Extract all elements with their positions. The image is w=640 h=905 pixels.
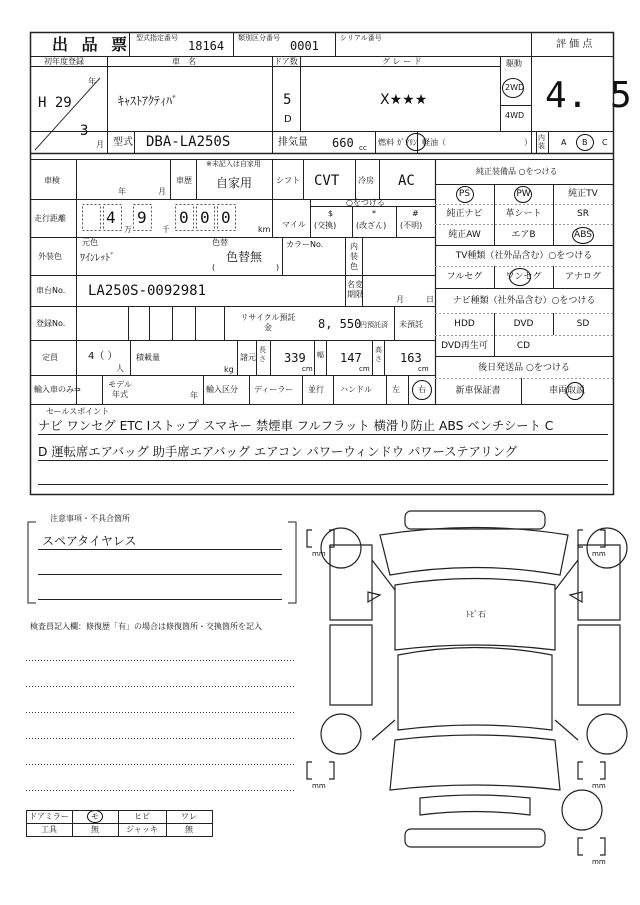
interior-a: A [561,138,567,147]
repaint-value: 色替無 [226,250,263,264]
form-title: 出 品 票 [52,35,132,54]
displacement-unit: cc [359,144,367,152]
unknown-1: # [412,209,419,218]
import-label: 輸入車のみ⇒ [34,385,81,394]
notes-text: スペアタイヤレス [42,534,137,548]
repaint-label: 色替 [212,238,228,247]
name-change-month: 月 [396,295,404,304]
mileage-unit-man: 万 [124,225,132,234]
circle-hint: ○をつける [346,198,385,207]
ac-label: 冷房 [358,176,374,185]
mm-label-spare: mm [592,858,606,866]
ac-value: AC [398,173,415,189]
acc-crack: ヒビ [134,812,150,821]
height-label: 高さ [375,346,382,363]
load-unit: kg [224,365,234,374]
sales-label: セールスポイント [46,407,110,416]
fuel-diesel: 軽油（ [422,138,446,147]
shift-value: CVT [314,173,340,189]
exchange-2: (交換) [314,221,337,230]
navi-sd: SD [576,319,590,329]
first-reg-era: H 29 [38,95,72,111]
first-reg-label: 初年度登録 [44,57,84,66]
altered-2: (改ざん) [356,221,387,230]
capacity-value: 4（ ） [88,351,118,362]
later-manual-circle [566,382,584,400]
mileage-unit-sen: 千 [162,225,170,234]
mileage-digit-2: 9 [137,208,147,227]
repaint-paren-open: ( [212,263,216,272]
mm-label-rl: mm [312,782,326,790]
recycle-amount: 8, 550 [318,317,362,331]
navi-hdd: HDD [454,319,475,329]
recycle-unpaid: 未預託 [399,320,423,329]
tv-title: TV種類（社外品含む）○をつける [455,251,593,261]
year-unit: 年 [88,77,96,86]
capacity-label: 定員 [42,353,58,362]
model-code-label: 型式指定番号 [136,34,178,42]
rating-value: 4. 5 [545,75,632,116]
later-warranty: 新車保証書 [455,386,501,396]
interior-c: C [602,138,608,147]
tv-oneseg: ワンセグ [505,272,542,282]
mileage-label: 走行距離 [34,214,66,223]
mm-label-fl: mm [312,550,326,558]
fuel-gasoline: ｶﾞｿﾘﾝ [397,138,417,147]
capacity-unit: 人 [116,364,124,373]
handle-circle [412,380,432,400]
acc-tools: 工具 [41,825,57,834]
player-label: DVD再生可 [441,341,488,351]
acc-mo: モ [91,812,99,821]
acc-mirror: ドアミラー [29,812,69,821]
mileage-digit-1: 4 [106,208,116,227]
doors-value: 5 [283,92,292,108]
grade-value: X★★★ [380,92,428,108]
mile-label: マイル [282,220,306,229]
navi-dvd: DVD [513,319,534,329]
tv-oneseg-circle [509,268,531,286]
original-color: ﾜｲﾝﾚｯﾄﾞ [80,253,115,264]
sales-line-1: ナビ ワンセグ ETC Iストップ スマキー 禁煙車 フルフラット 横滑り防止 ABS ベンチシート C [38,419,554,433]
month-unit: 月 [96,140,104,149]
interior-b: B [582,138,588,147]
chassis-label: 車台No. [36,286,66,295]
grade-label: グ レ ー ド [382,57,422,66]
length-label: 長さ [259,346,266,363]
handle-label: ハンドル [340,385,372,394]
height-cm: cm [418,365,429,373]
import-type-label: 輸入区分 [206,385,238,394]
equip-pw: PW [516,189,531,199]
height-value: 163 [400,351,422,365]
drive-2wd: 2WD [505,83,525,92]
later-title: 後日発送品 ○をつける [478,363,570,373]
player-cd: CD [516,341,531,351]
mm-label-rr: mm [592,782,606,790]
diagram-mark: ﾄﾋﾞ石 [466,610,486,619]
equip-airbag: エアB [511,230,536,240]
original-color-label: 元色 [82,238,98,247]
interior-circle [576,134,594,151]
equip-abs-circle [572,227,594,244]
vehicle-name: ｷｬｽﾄｱｸﾃｨﾊﾞ [118,94,179,108]
model-year-unit: 年 [190,391,198,400]
name-label: 車 名 [172,57,196,66]
acc-jack: ジャッキ [126,825,158,834]
equip-aw: 純正AW [448,230,481,240]
equip-abs: ABS [574,230,592,240]
recycle-status: 円預託済 [360,321,388,329]
repaint-paren-close: ) [276,263,280,272]
doors-label: ドア数 [274,57,298,66]
equip-ps-circle [456,186,474,203]
equip-leather: 革シート [505,209,542,219]
color-no-label: カラーNo. [286,240,324,249]
equip-tv: 純正TV [568,189,598,199]
later-manual: 車両取説 [548,386,585,396]
altered-1: * [372,209,376,218]
shaken-month-unit: 月 [158,187,166,196]
rating-label: 評 価 点 [556,39,593,50]
mileage-digit-5: 0 [221,208,231,227]
equipment-title: 純正装備品 ○をつける [476,167,558,176]
width-value: 147 [340,351,362,365]
handle-right: 右 [418,385,426,394]
handle-left: 左 [392,385,400,394]
load-label: 積載量 [136,353,160,362]
interior-color-label: 内装色 [350,242,358,271]
displacement-value: 660 [332,136,354,150]
length-value: 339 [284,351,306,365]
car-diagram [307,511,627,855]
tv-analog: アナログ [564,272,601,282]
mm-label-fr: mm [592,550,606,558]
mileage-digit-3: 0 [179,208,189,227]
sales-line-2: D 運転席エアバッグ 助手席エアバッグ エアコン パワーウィンドウ パワーステアリング [38,445,518,459]
equip-ps: PS [458,189,471,199]
navi-title: ナビ種類（社外品含む）○をつける [452,296,596,306]
door-type: D [284,114,292,125]
drive-2wd-circle [502,78,524,98]
notes-label: 注意事項・不具合箇所 [50,514,130,523]
history-value: 自家用 [216,176,253,190]
unknown-2: (不明) [400,221,423,230]
model-year-label: モデル年式 [108,380,132,399]
history-label: 車歴 [176,176,192,185]
import-dealer: ディーラー [254,385,294,394]
mileage-digit-4: 0 [200,208,210,227]
acc-break: ワレ [181,812,197,821]
model-value: DBA-LA250S [146,134,231,150]
chassis-value: LA250S-0092981 [88,283,207,299]
exchange-1: $ [328,209,334,218]
shaken-year-unit: 年 [118,187,126,196]
km-unit: km [258,225,271,234]
history-note: ※未記入は自家用 [206,160,261,168]
category-code: 0001 [290,39,319,53]
displacement-label: 排気量 [278,137,308,148]
recycle-label: リサイクル預託金 [240,313,296,332]
width-cm: cm [359,365,370,373]
dims-label: 諸元 [240,353,256,362]
width-label: 幅 [317,351,324,359]
model-label: 型式 [113,137,133,148]
interior-label: 内装 [538,134,545,150]
color-label: 外装色 [38,252,62,261]
fuel-close: ） [524,138,532,147]
category-label: 類別区分番号 [238,34,280,42]
shaken-label: 車検 [44,176,60,185]
acc-tools-value: 無 [91,825,99,834]
fuel-label: 燃料 [378,138,394,147]
acc-jack-value: 無 [185,825,193,834]
drive-label: 駆動 [506,59,522,68]
equip-sr: SR [577,209,589,219]
reg-no-label: 登録No. [36,319,66,328]
drive-4wd: 4WD [505,111,525,120]
length-cm: cm [302,365,313,373]
inspector-label: 検査員記入欄：修復歴「有」の場合は修復箇所・交換箇所を記入 [30,622,262,631]
serial-label: シリアル番号 [340,34,382,42]
acc-mo-circle [87,810,103,823]
equip-pw-circle [514,186,532,203]
model-code: 18164 [188,39,225,53]
tv-fullseg: フルセグ [446,272,483,282]
first-reg-month: 3 [80,123,89,139]
shift-label: シフト [276,176,300,185]
equip-navi: 純正ナビ [446,209,483,219]
import-parallel: 並行 [308,385,324,394]
name-change-day: 日 [426,295,434,304]
name-change-label: 名変期限 [347,280,363,299]
